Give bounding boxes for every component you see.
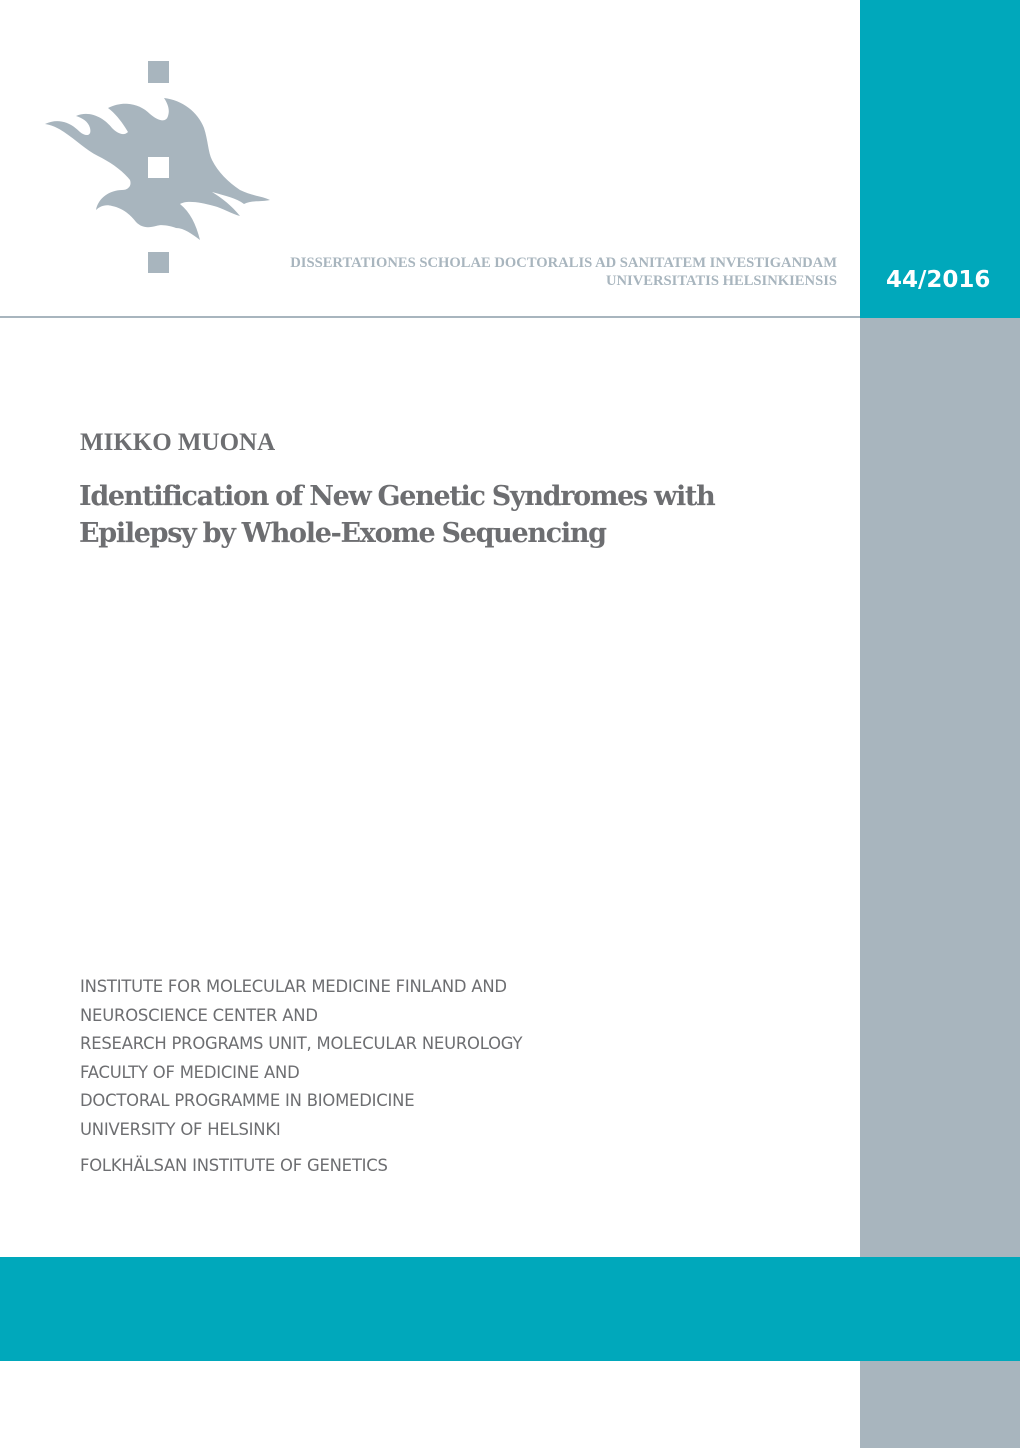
series-header-line-1: DISSERTATIONES SCHOLAE DOCTORALIS AD SANITATEM INVESTIGANDAM [290, 255, 837, 271]
series-header [190, 254, 837, 290]
book-title [79, 478, 714, 552]
affiliation-line: RESEARCH PROGRAMS UNIT, MOLECULAR NEUROLOGY [80, 1034, 523, 1053]
right-color-column [860, 0, 1020, 1448]
bottom-teal-band [0, 1257, 1020, 1361]
affiliation-line: INSTITUTE FOR MOLECULAR MEDICINE FINLAND AND [80, 977, 507, 996]
title-line-2: Epilepsy by Whole-Exome Sequencing [79, 518, 606, 549]
affiliation-extra: FOLKHÄLSAN INSTITUTE OF GENETICS [80, 1156, 388, 1175]
series-number: 44/2016 [886, 267, 991, 293]
title-line-1: Identification of New Genetic Syndromes with [79, 481, 715, 512]
affiliation-line: NEUROSCIENCE CENTER AND [80, 1005, 318, 1025]
affiliations [80, 973, 522, 1181]
affiliation-line: DOCTORAL PROGRAMME IN BIOMEDICINE [80, 1091, 415, 1110]
series-header-line-2: UNIVERSITATIS HELSINKIENSIS [605, 273, 837, 289]
affiliation-line: UNIVERSITY OF HELSINKI [80, 1119, 281, 1139]
author-name: MIKKO MUONA [80, 429, 276, 456]
header-divider [0, 316, 860, 318]
affiliation-line: FACULTY OF MEDICINE AND [80, 1062, 300, 1082]
